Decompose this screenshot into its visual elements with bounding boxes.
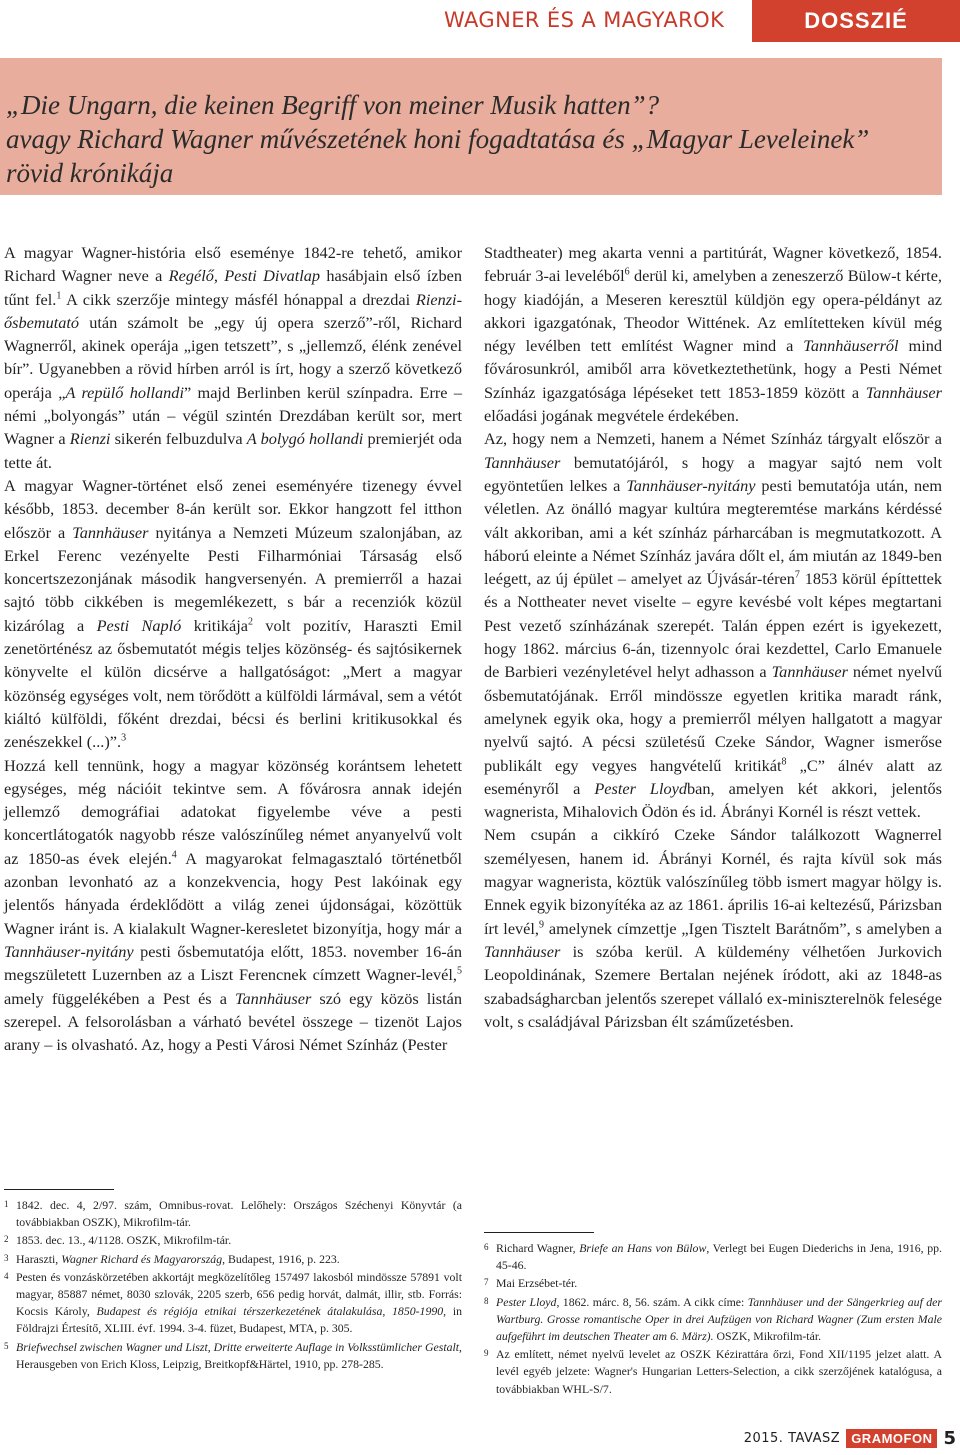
paragraph: Hozzá kell tennünk, hogy a magyar közönség korántsem lehetett egységes, még nációit tekintve sem. A fővárosra annak idején jellemző demográfiai adatokat figyelembe véve a pesti koncertlátogatók nagyobb része valószínűleg német anyanyelvű volt az 1850-as évek elején.$^4$ A magyarokat felmagasztaló történetből azonban levonható az a konzekvencia, hogy Pest lakóinak egy jelentős hányada érdeklődött a világ zenei újdonságai, közöttük Wagner iránt is. A kialakult Wagner-keresletet bizonyítja, hogy már a Tannhäuser-nyitány pesti ősbemutatója előtt, 1853. november 16-án megszületett Luzernben az a Liszt Ferencnek címzett Wagner-levél,$^5$ amely függelékében a Pest és a Tannhäuser szó egy közös listán szerepel. A felsorolásban a várható bevétel összege – tizenöt Lajos arany – is olvasható. Az, hogy a Pesti Városi Német Színház (Pester	[4, 755, 462, 1055]
paragraph: A magyar Wagner-történet első zenei eseményére tizenegy évvel később, 1853. december 8-án került sor. Ekkor hangzott fel itthon először a Tannhäuser nyitánya a Nemzeti Múzeum szalonjában, az Erkel Ferenc vezényelte Pesti Filharmóniai Társaság első koncertszezonjának második hangversenyén. A premierről a hazai sajtó több cikkében is megemlékezett, s bár a recenziók közül kizárólag a Pesti Napló kritikája$^2$ volt pozitív, Haraszti Emil zenetörténész az ősbemutatót mégis teljes közönség- és sajtósikernek könyvelte el külön dicsérve a hallgatóságot: „Mert a magyar közönség egységes volt, nem törődött a külföldi lármával, sem a vétót kiáltó külföldi, főként drezdai, bécsi és berlini kritikusokkal és zenészekkel (...)”.$^3$	[4, 475, 462, 752]
footnotes-left	[4, 1189, 462, 1373]
footnote-divider	[484, 1232, 594, 1233]
paragraph: Az, hogy nem a Nemzeti, hanem a Német Színház tárgyalt először a Tannhäuser bemutatójáról, s hogy a magyar sajtó nem volt egyöntetűen lelkes a Tannhäuser-nyitány pesti bemutatója után, nem véletlen. Az önálló magyar kultúra megteremtése markáns kérdéssé vált akkoriban, ami a két színház párharcában is megmutatkozott. A háború eleinte a Német Színház javára dőlt el, ám miután az 1849-ben leégett, az új épület – amelyet az Újvásár-téren$^7$ 1853 körül építtettek és a Nottheater nevet viselte – egyre kevésbé volt képes megtartani Pest vezető színházának szerepét. Talán éppen ezért is igyekezett, hogy 1862. március 6-án, tizennyolc órai kezdettel, Carlo Emanuele de Barbieri vezényletével helyt adhasson a Tannhäuser német nyelvű ősbemutatójának. Erről mindössze egyetlen kritika maradt ránk, amelynek egyik oka, hogy a premierről mélyen hallgatott a magyar nyelvű sajtó. A pécsi születésű Czeke Sándor, Wagner ismerőse publikált egy vegyes hangvételű kritikát$^8$ „C” álnév alatt az eseményről a Pester Lloydban, amelyen két akkori, jelentős wagnerista, Mihalovich Ödön és id. Ábrányi Kornél is részt vettek.	[484, 429, 943, 822]
paragraph: A magyar Wagner-história első eseménye 1842-re tehető, amikor Richard Wagner neve a Regélő, Pesti Divatlap hasábjain első ízben tűnt fel.$^1$ A cikk szerzője mintegy másfél hónappal a drezdai Rienzi-ősbemutató után számolt be „egy új opera szerző”-ről, Richard Wagnerről, akinek operája „igen tetszett”, s „jellemző, élénk zenével bír”. Ugyanebben a rövid hírben arról is írt, hogy a szerző következő operája „A repülő hollandi” majd Berlinben kerül színpadra. Erre – némi „bolyongás” után – végül szintén Drezdában került sor, mert Wagner a Rienzi sikerén felbuzdulva A bolygó hollandi premierjét oda tette át.	[4, 243, 463, 472]
page-header	[0, 0, 960, 42]
footnote: 2 1853. dec. 13., 4/1128. OSZK, Mikrofilm-tár.	[4, 1233, 232, 1248]
page-footer	[744, 1427, 956, 1449]
paragraph: Stadtheater) meg akarta venni a partitúrát, Wagner következő, 1854. február 3-ai leveléből$^6$ derül ki, amelyben a zeneszerző Bülow-t kérte, hogy kiadóján, a Meseren keresztül küldjön egy opera-példányt az akkori igazgatónak, Theodor Wittének. Az említetteken kívül még négy levélben tett említést Wagner mind a Tannhäuserről mind fővárosunkról, amiből arra következtethetünk, hogy a Pesti Német Színház igazgatósága lépéseket tett 1853-1859 között a Tannhäuser előadási jogának megvétele érdekében.	[484, 243, 942, 426]
left-column	[4, 241, 462, 1056]
section-title: WAGNER ÉS A MAGYAROK	[444, 8, 725, 32]
footnote: 6 Richard Wagner, Briefe an Hans von Bülow, Verlegt bei Eugen Diederichs in Jena, 1916, pp. 45-46.	[484, 1241, 942, 1273]
footnote: 8 Pester Lloyd, 1862. márc. 8, 56. szám. A cikk címe: Tannhäuser und der Sängerkrieg auf der Wartburg. Grosse romantische Oper in drei Aufzügen von Richard Wagner (Zum ersten Male aufgeführt im deutschen Theater am 6. März). OSZK, Mikrofilm-tár.	[484, 1294, 942, 1344]
footnote: 3 Haraszti, Wagner Richard és Magyarország, Budapest, 1916, p. 223.	[4, 1251, 340, 1266]
page-number: 5	[943, 1427, 956, 1449]
footnote: 1 1842. dec. 4, 2/97. szám, Omnibus-rovat. Lelőhely: Országos Széchenyi Könyvtár (a továbbiakban OSZK), Mikrofilm-tár.	[4, 1198, 462, 1230]
footnote: 5 Briefwechsel zwischen Wagner und Liszt, Dritte erweiterte Auflage in Volksstümlicher Gestalt, Herausgeben von Erich Kloss, Leipzig, Breitkopf&Härtel, 1910, pp. 278-285.	[4, 1339, 462, 1371]
footnote-divider	[4, 1189, 114, 1190]
magazine-logo: GRAMOFON	[846, 1429, 937, 1448]
title-line-2: avagy Richard Wagner művészetének honi fogadtatása és „Magyar Leveleinek”	[6, 124, 870, 154]
article-title	[6, 88, 936, 190]
right-column	[484, 241, 942, 1033]
footnote: 9 Az említett, német nyelvű levelet az OSZK Kézirattára őrzi, Fond XII/1195 jelzet alatt. A levél egyéb jelzete: Wagner's Hungarian Letters-Selection, a cikk szerzőjének katalógusa, a továbbiakban WHL-S/7.	[484, 1347, 942, 1396]
issue-date: 2015. TAVASZ	[743, 1430, 841, 1446]
footnotes-right	[484, 1232, 942, 1398]
title-line-3: rövid krónikája	[6, 158, 174, 188]
title-line-1: „Die Ungarn, die keinen Begriff von meiner Musik hatten”?	[6, 90, 660, 120]
paragraph: Nem csupán a cikkíró Czeke Sándor találkozott Wagnerrel személyesen, hanem id. Ábrányi Kornél, és rajta kívül sok más magyar wagnerista, köztük valószínűleg több ismert magyar hölgy is. Ennek egyik bizonyítéka az az 1861. április 16-ai keltezésű, Párizsban írt levél,$^9$ amelynek címzettje „Igen Tisztelt Barátnőm”, s amelyben a Tannhäuser is szóba kerül. A küldemény vélhetően Jurkovich Leopoldinának, Szemere Bertalan nejének íródott, aki az 1848-as szabadságharcban jelentős szerepet vállaló ex-miniszterelnök felesége volt, s családjával Párizsban élt száműzetésben.	[484, 825, 943, 1031]
footnote: 7 Mai Erzsébet-tér.	[484, 1276, 578, 1291]
dossier-tag: DOSSZIÉ	[752, 0, 960, 42]
footnote: 4 Pesten és vonzáskörzetében akkortájt megközelítőleg 157497 lakosból mindössze 57891 volt magyar, 85887 német, 8030 szlovák, 2205 szerb, 656 pedig horvát, dalmát, illir, stb. Forrás: Kocsis Károly, Budapest és régiója etnikai térszerkezetének átalakulása, 1850-1990, in Földrajzi Értesítő, XLIII. évf. 1994. 3-4. füzet, Budapest, MTA, p. 305.	[4, 1269, 463, 1336]
